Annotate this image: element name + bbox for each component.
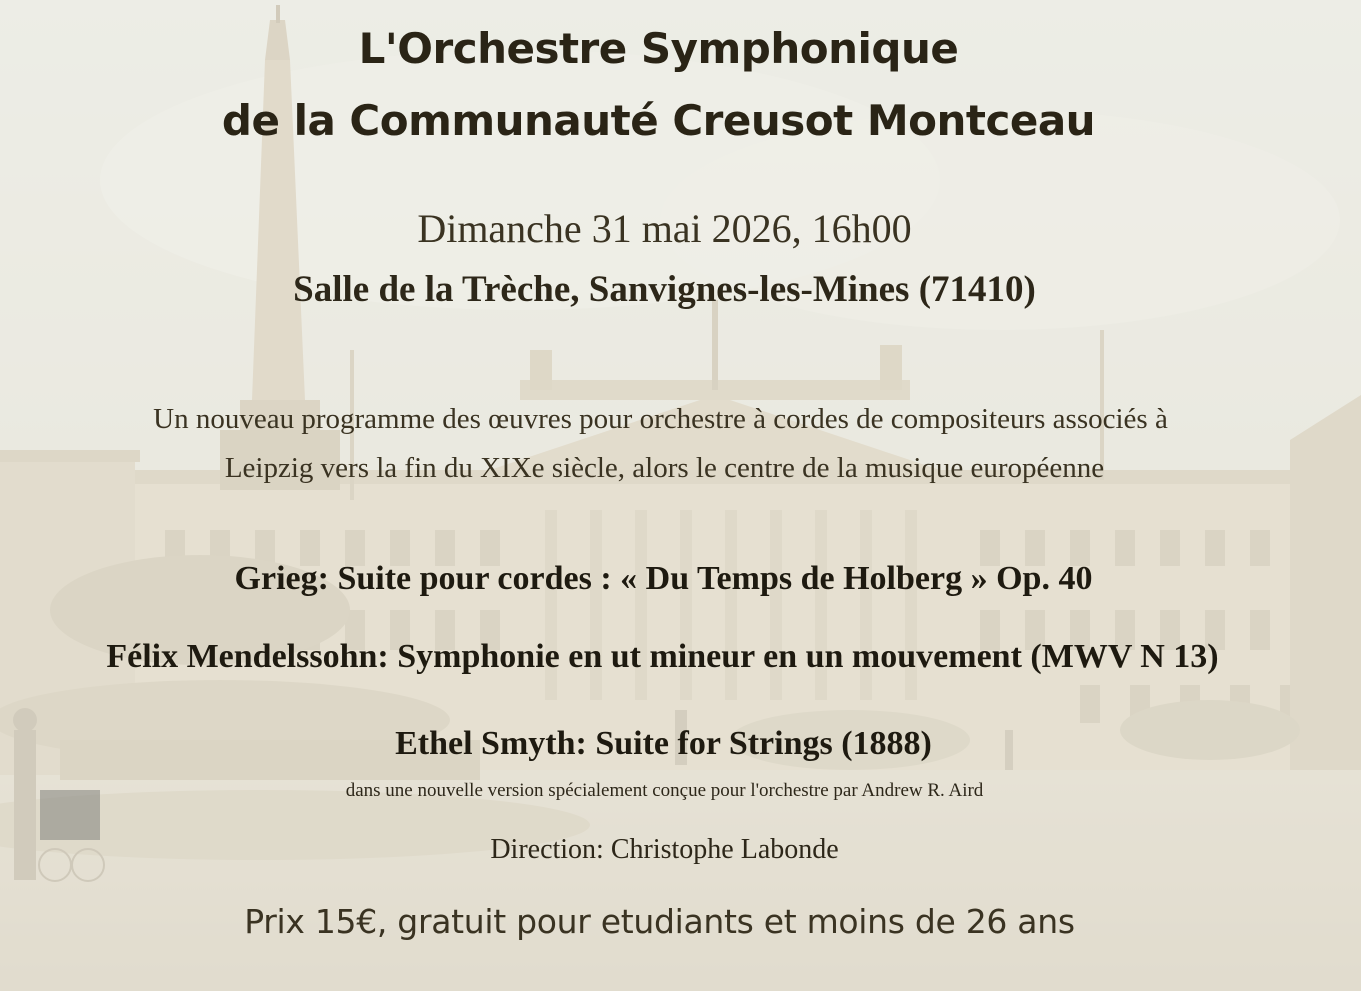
event-date: Dimanche 31 mai 2026, 16h00 bbox=[417, 206, 912, 251]
program-item-grieg: Grieg: Suite pour cordes : « Du Temps de Holberg » Op. 40 bbox=[234, 560, 1093, 597]
intro-line-2: Leipzig vers la fin du XIXe siècle, alors le centre de la musique européenne bbox=[224, 452, 1105, 484]
orchestra-title-line-1: L'Orchestre Symphonique bbox=[358, 24, 959, 73]
orchestra-title-line-2: de la Communauté Creusot Montceau bbox=[221, 96, 1096, 145]
conductor: Direction: Christophe Labonde bbox=[490, 834, 839, 865]
ticket-price: Prix 15€, gratuit pour etudiants et moins de 26 ans bbox=[244, 902, 1075, 941]
program-item-mendelssohn: Félix Mendelssohn: Symphonie en ut mineur en un mouvement (MWV N 13) bbox=[106, 638, 1219, 675]
intro-line-1: Un nouveau programme des œuvres pour orchestre à cordes de compositeurs associés à bbox=[153, 403, 1168, 435]
program-item-smyth: Ethel Smyth: Suite for Strings (1888) bbox=[395, 725, 932, 762]
program-note: dans une nouvelle version spécialement conçue pour l'orchestre par Andrew R. Aird bbox=[345, 780, 984, 801]
event-venue: Salle de la Trèche, Sanvignes-les-Mines (71410) bbox=[293, 269, 1036, 310]
